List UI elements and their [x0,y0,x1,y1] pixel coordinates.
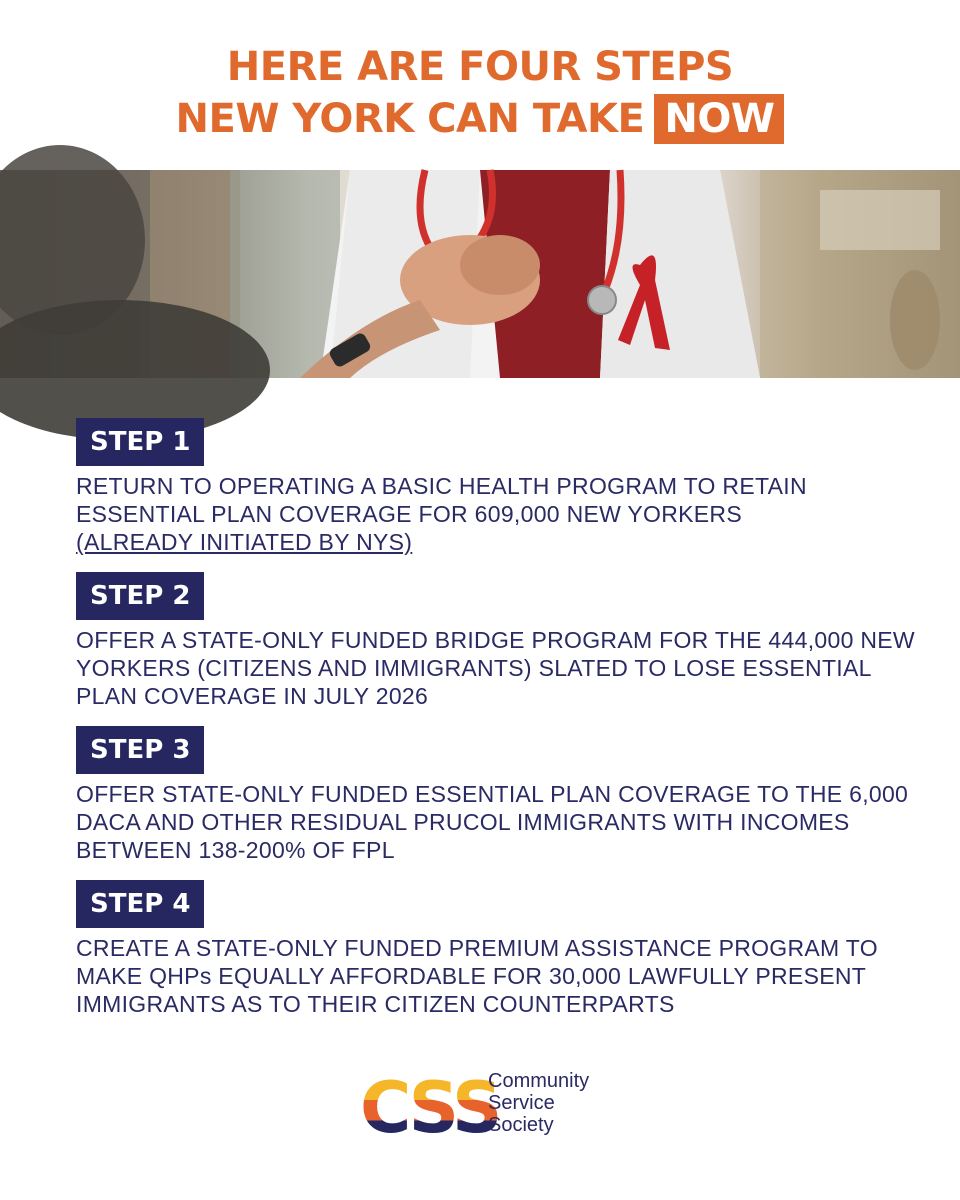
hero-photo [0,170,960,378]
logo-name-line-2: Service [488,1092,555,1114]
headline-line-1: HERE ARE FOUR STEPS [226,44,734,90]
step-2-text: OFFER A STATE-ONLY FUNDED BRIDGE PROGRAM FOR THE 444,000 NEW YORKERS (CITIZENS AND IMMIGRANTS) SLATED TO LOSE ESSENTIAL PLAN COVERAGE IN JULY 2026 [76,627,915,709]
doctor-holding-hands-illustration [0,170,960,378]
step-4-text: CREATE A STATE-ONLY FUNDED PREMIUM ASSISTANCE PROGRAM TO MAKE QHPs EQUALLY AFFORDABLE FOR 30,000 LAWFULLY PRESENT IMMIGRANTS AS TO THEIR CITIZEN COUNTERPARTS [76,935,878,1017]
headline-line-2 [0,94,960,144]
step-1-text [76,472,936,556]
step-3 [76,726,936,864]
now-highlight: NOW [654,94,784,144]
step-1-description: RETURN TO OPERATING A BASIC HEALTH PROGRAM TO RETAIN ESSENTIAL PLAN COVERAGE FOR 609,000 NEW YORKERS [76,473,807,527]
step-3-badge: STEP 3 [76,726,204,774]
step-1-note: (ALREADY INITIATED BY NYS) [76,529,413,555]
svg-text:CSS: CSS [360,1067,499,1149]
steps-list [76,418,936,1034]
headline-line-2-text: NEW YORK CAN TAKE [175,96,645,142]
headline [0,42,960,144]
step-3-text: OFFER STATE-ONLY FUNDED ESSENTIAL PLAN COVERAGE TO THE 6,000 DACA AND OTHER RESIDUAL PRUCOL IMMIGRANTS WITH INCOMES BETWEEN 138-200% OF FPL [76,781,909,863]
logo-name-line-3: Society [488,1114,554,1136]
step-2-badge: STEP 2 [76,572,204,620]
step-1-badge: STEP 1 [76,418,204,466]
step-4-badge: STEP 4 [76,880,204,928]
css-logo-mark [360,1067,499,1149]
logo-name-line-1: Community [488,1070,590,1092]
css-logo-text [488,1070,589,1136]
step-1 [76,418,936,556]
step-4 [76,880,936,1018]
step-2 [76,572,936,710]
css-logo [360,1067,590,1149]
